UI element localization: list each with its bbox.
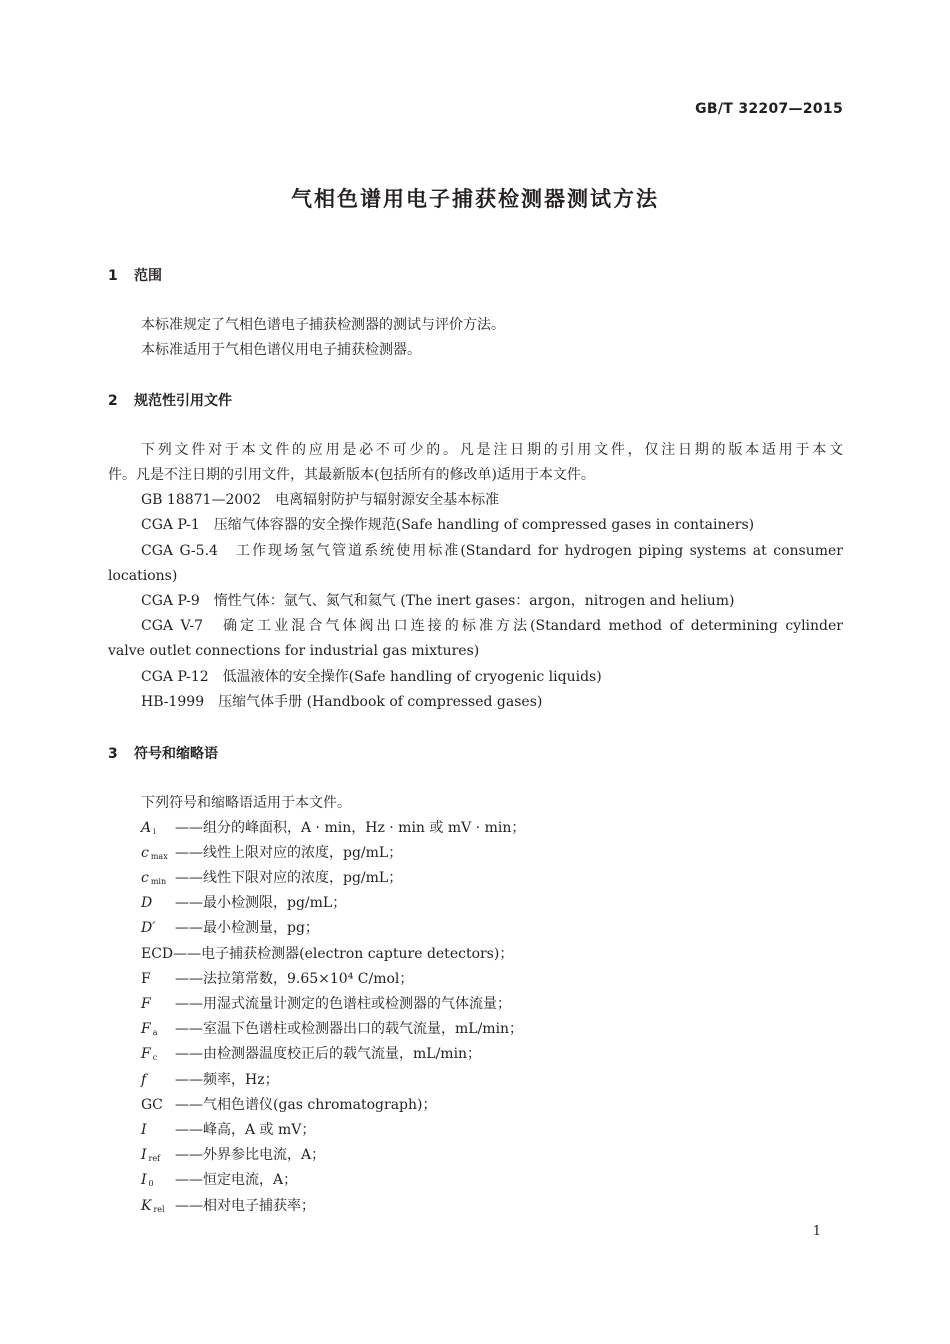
symbol-entry xyxy=(141,1145,325,1169)
symbol-subscript: max xyxy=(150,852,168,861)
symbol-definition: ——法拉第常数，9.65×10⁴ C/mol； xyxy=(175,971,414,987)
symbol-entry xyxy=(141,893,346,913)
symbol-definition: ——线性下限对应的浓度，pg/mL； xyxy=(175,870,403,886)
symbol-definition: ——组分的峰面积，A · min，Hz · min 或 mV · min； xyxy=(175,820,526,836)
symbol-subscript: 0 xyxy=(148,1179,154,1188)
section-2-heading xyxy=(108,390,232,410)
symbol-definition: ——恒定电流，A； xyxy=(175,1172,298,1188)
symbol-definition: ——用湿式流量计测定的色谱柱或检测器的气体流量； xyxy=(175,996,511,1012)
symbol-definition: ——电子捕获检测器(electron capture detectors)； xyxy=(173,946,514,962)
symbol-definition: ——线性上限对应的浓度，pg/mL； xyxy=(175,845,403,861)
section-title: 符号和缩略语 xyxy=(134,746,218,762)
reference-item: CGA P-1 压缩气体容器的安全操作规范(Safe handling of compressed gases in containers) xyxy=(141,517,755,533)
symbol: I xyxy=(141,1147,147,1163)
reference-item: CGA V-7 确定工业混合气体阀出口连接的标准方法(Standard method of determining cylinder xyxy=(141,618,843,634)
document-title: 气相色谱用电子捕获检测器测试方法 xyxy=(291,187,659,211)
reference-item-continued: locations) xyxy=(108,568,178,584)
paragraph: 下列符号和缩略语适用于本文件。 xyxy=(141,795,351,811)
symbol-subscript: ref xyxy=(148,1154,161,1163)
symbol: f xyxy=(141,1072,147,1088)
symbol: A xyxy=(141,820,152,836)
paragraph: 本标准规定了气相色谱电子捕获检测器的测试与评价方法。 xyxy=(141,317,505,333)
symbol-entry xyxy=(141,818,525,842)
reference-item: CGA P-12 低温液体的安全操作(Safe handling of cryogenic liquids) xyxy=(141,669,602,685)
symbol-definition: ——最小检测量，pg； xyxy=(175,920,319,936)
symbol-entry xyxy=(141,1019,523,1043)
symbol: F xyxy=(141,1021,151,1037)
symbol-entry xyxy=(141,994,511,1014)
symbol-definition: ——气相色谱仪(gas chromatograph)； xyxy=(175,1097,437,1113)
paragraph: 本标准适用于气相色谱仪用电子捕获检测器。 xyxy=(141,342,421,358)
section-number: 1 xyxy=(108,268,118,284)
symbol: F xyxy=(141,1046,151,1062)
symbol-definition: ——由检测器温度校正后的载气流量，mL/min； xyxy=(175,1046,482,1062)
symbol-definition: ——频率，Hz； xyxy=(175,1072,279,1088)
symbol-definition: ——室温下色谱柱或检测器出口的载气流量，mL/min； xyxy=(175,1021,524,1037)
symbol-entry xyxy=(141,1196,315,1220)
symbol-subscript: a xyxy=(152,1028,158,1037)
reference-item: HB-1999 压缩气体手册 (Handbook of compressed gases) xyxy=(141,694,543,710)
symbol-entry xyxy=(141,1095,437,1115)
symbol: GC xyxy=(141,1097,163,1113)
reference-item: CGA G-5.4 工作现场氢气管道系统使用标准(Standard for hydrogen piping systems at consumer xyxy=(141,543,843,559)
symbol-definition: ——相对电子捕获率； xyxy=(175,1198,315,1214)
symbol-definition: ——最小检测限，pg/mL； xyxy=(175,895,347,911)
reference-item: CGA P-9 惰性气体：氩气、氮气和氦气 (The inert gases：argon，nitrogen and helium) xyxy=(141,593,735,609)
symbol: I xyxy=(141,1122,147,1138)
symbol: F xyxy=(141,971,151,987)
symbol-subscript: min xyxy=(150,877,167,886)
symbol-definition: ——外界参比电流，A； xyxy=(175,1147,326,1163)
section-title: 规范性引用文件 xyxy=(134,393,232,409)
paragraph: 件。凡是不注日期的引用文件，其最新版本(包括所有的修改单)适用于本文件。 xyxy=(108,467,595,483)
symbol-subscript: i xyxy=(153,827,156,836)
section-3-heading xyxy=(108,743,218,763)
section-number: 3 xyxy=(108,746,118,762)
page-number: 1 xyxy=(812,1224,821,1239)
section-number: 2 xyxy=(108,393,118,409)
symbol: c xyxy=(141,845,149,861)
reference-item: GB 18871—2002 电离辐射防护与辐射源安全基本标准 xyxy=(141,492,500,508)
reference-item-continued: valve outlet connections for industrial gas mixtures) xyxy=(108,643,480,659)
symbol-entry xyxy=(141,944,513,964)
symbol-entry xyxy=(141,1070,279,1090)
symbol-subscript: rel xyxy=(153,1205,165,1214)
symbol: D xyxy=(141,895,153,911)
symbol: K xyxy=(141,1198,152,1214)
section-1-heading xyxy=(108,265,162,285)
standard-number: GB/T 32207—2015 xyxy=(695,101,843,117)
section-title: 范围 xyxy=(134,268,162,284)
symbol-entry xyxy=(141,1170,297,1194)
symbol: c xyxy=(141,870,149,886)
symbol-entry xyxy=(141,918,319,938)
paragraph: 下列文件对于本文件的应用是必不可少的。凡是注日期的引用文件，仅注日期的版本适用于本文 xyxy=(141,442,843,458)
symbol-entry xyxy=(141,868,402,892)
symbol: ECD xyxy=(141,946,174,962)
symbol-entry xyxy=(141,969,413,989)
symbol-entry xyxy=(141,843,402,867)
symbol-definition: ——峰高，A 或 mV； xyxy=(175,1122,316,1138)
symbol: F xyxy=(141,996,151,1012)
symbol: D′ xyxy=(141,920,156,936)
symbol-entry xyxy=(141,1120,315,1140)
symbol: I xyxy=(141,1172,147,1188)
symbol-subscript: c xyxy=(152,1053,158,1062)
symbol-entry xyxy=(141,1044,481,1068)
